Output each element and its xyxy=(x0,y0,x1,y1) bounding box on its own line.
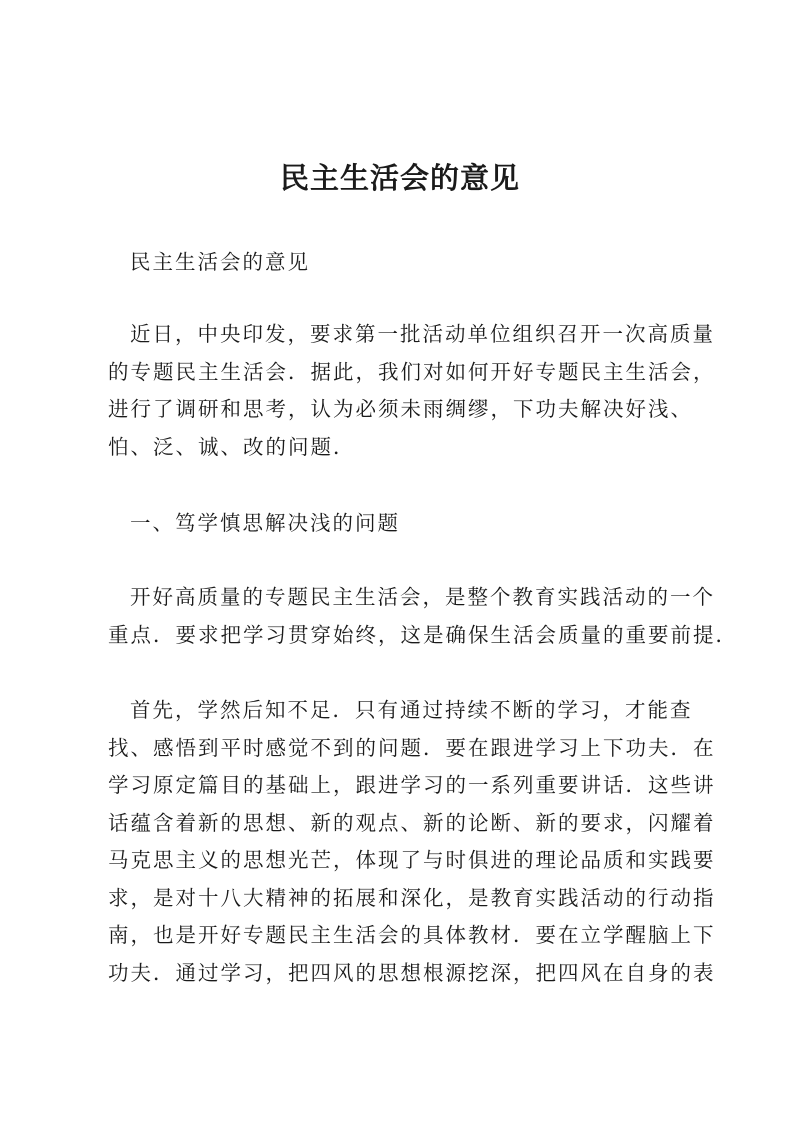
paragraph-line: 的专题民主生活会．据此，我们对如何开好专题民主生活会， xyxy=(108,359,716,384)
paragraph-line: 民主生活会的意见 xyxy=(130,250,310,274)
paragraph-subtitle xyxy=(108,244,698,282)
paragraph-line: 近日，中央印发，要求第一批活动单位组织召开一次高质量 xyxy=(130,322,715,346)
paragraph-line: 找、感悟到平时感觉不到的问题．要在跟进学习上下功夫．在 xyxy=(108,735,716,760)
paragraph-line: 求，是对十八大精神的拓展和深化，是教育实践活动的行动指 xyxy=(108,885,716,910)
paragraph-focus xyxy=(108,579,738,654)
paragraph-line: 怕、泛、诚、改的问题． xyxy=(108,434,356,459)
paragraph-line: 一、笃学慎思解决浅的问题 xyxy=(130,511,400,535)
paragraph-line: 南，也是开好专题民主生活会的具体教材．要在立学醒脑上下 xyxy=(108,923,716,947)
document-title: 民主生活会的意见 xyxy=(279,161,520,195)
paragraph-line: 马克思主义的思想光芒，体现了与时俱进的理论品质和实践要 xyxy=(108,848,716,872)
paragraph-line: 首先，学然后知不足．只有通过持续不断的学习，才能查 xyxy=(130,698,693,722)
paragraph-line: 重点．要求把学习贯穿始终，这是确保生活会质量的重要前提． xyxy=(108,622,738,647)
paragraph-line: 开好高质量的专题民主生活会，是整个教育实践活动的一个 xyxy=(130,585,715,609)
paragraph-study xyxy=(108,692,716,992)
paragraph-intro xyxy=(108,316,716,466)
paragraph-line: 学习原定篇目的基础上，跟进学习的一系列重要讲话．这些讲 xyxy=(108,773,716,797)
section-heading xyxy=(108,505,698,543)
paragraph-line: 进行了调研和思考，认为必须未雨绸缪，下功夫解决好浅、 xyxy=(108,397,693,421)
paragraph-line: 话蕴含着新的思想、新的观点、新的论断、新的要求，闪耀着 xyxy=(108,810,716,835)
paragraph-line: 功夫．通过学习，把四风的思想根源挖深，把四风在自身的表 xyxy=(108,960,716,985)
